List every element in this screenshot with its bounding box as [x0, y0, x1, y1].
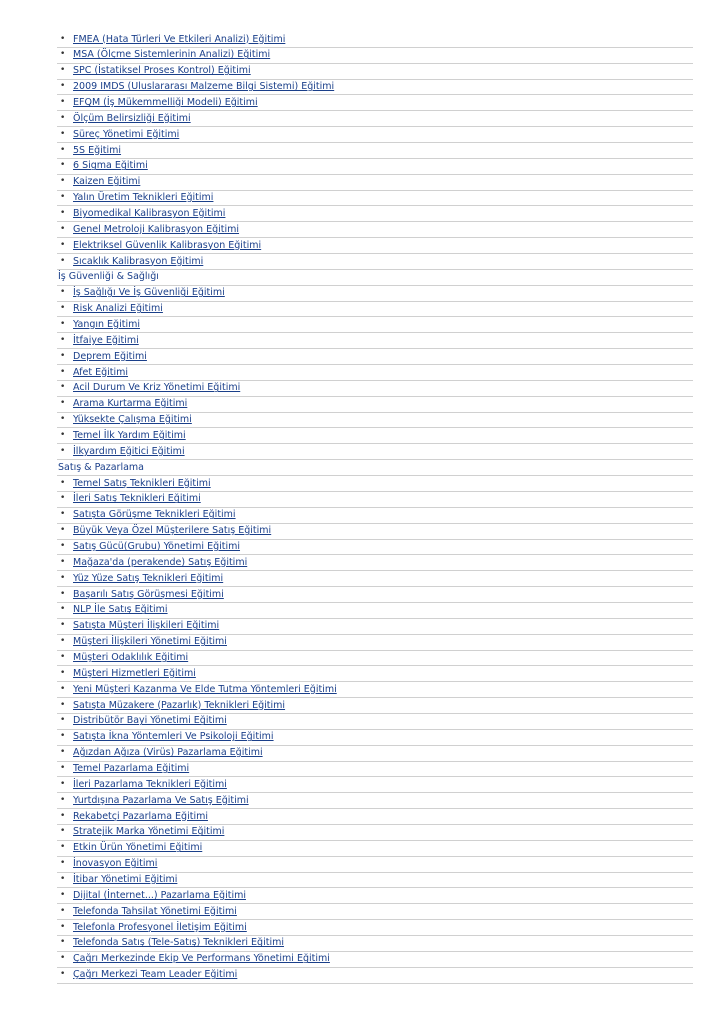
bullet-icon: •: [60, 33, 66, 44]
list-item: [57, 841, 693, 857]
training-link[interactable]: İtibar Yönetimi Eğitimi: [73, 874, 178, 886]
list-item: [57, 397, 693, 413]
bullet-icon: •: [60, 239, 66, 250]
training-link[interactable]: Biyomedikal Kalibrasyon Eğitimi: [73, 207, 226, 219]
list-item: [57, 777, 693, 793]
training-link[interactable]: FMEA (Hata Türleri Ve Etkileri Analizi) Eğitimi: [73, 33, 286, 45]
bullet-icon: •: [60, 366, 66, 377]
list-item: [57, 333, 693, 349]
training-link[interactable]: 6 Sigma Eğitimi: [73, 160, 148, 172]
bullet-icon: •: [60, 493, 66, 504]
training-link[interactable]: Ağızdan Ağıza (Virüs) Pazarlama Eğitimi: [73, 747, 263, 759]
bullet-icon: •: [60, 778, 66, 789]
training-link[interactable]: Müşteri Odaklılık Eğitimi: [73, 652, 189, 664]
training-list: [57, 32, 693, 984]
bullet-icon: •: [60, 588, 66, 599]
list-item: [57, 762, 693, 778]
training-link[interactable]: Telefonda Satış (Tele-Satış) Teknikleri Eğitimi: [73, 937, 284, 949]
list-item: [57, 317, 693, 333]
training-link[interactable]: Satışta Görüşme Teknikleri Eğitimi: [73, 509, 236, 521]
list-item: [57, 48, 693, 64]
list-item: [57, 698, 693, 714]
list-item: [57, 603, 693, 619]
bullet-icon: •: [60, 937, 66, 948]
training-link[interactable]: Yangın Eğitimi: [73, 318, 140, 330]
training-link[interactable]: Genel Metroloji Kalibrasyon Eğitimi: [73, 223, 240, 235]
training-link[interactable]: İlkyardım Eğitici Eğitimi: [73, 445, 185, 457]
list-item: [57, 619, 693, 635]
list-item: [57, 682, 693, 698]
list-item: [57, 143, 693, 159]
training-link[interactable]: Temel İlk Yardım Eğitimi: [73, 429, 186, 441]
bullet-icon: •: [60, 620, 66, 631]
list-item: [57, 492, 693, 508]
training-link[interactable]: NLP İle Satış Eğitimi: [73, 604, 168, 616]
section-heading: İş Güvenliği & Sağlığı: [57, 270, 693, 286]
list-item: [57, 666, 693, 682]
section-heading: Satış & Pazarlama: [57, 460, 693, 476]
training-link[interactable]: Temel Satış Teknikleri Eğitimi: [73, 477, 211, 489]
bullet-icon: •: [60, 429, 66, 440]
bullet-icon: •: [60, 49, 66, 60]
training-link[interactable]: Müşteri İlişkileri Yönetimi Eğitimi: [73, 636, 227, 648]
training-link[interactable]: Satışta Müzakere (Pazarlık) Teknikleri Eğitimi: [73, 699, 286, 711]
bullet-icon: •: [60, 303, 66, 314]
training-link[interactable]: Yüz Yüze Satış Teknikleri Eğitimi: [73, 572, 224, 584]
training-link[interactable]: Yalın Üretim Teknikleri Eğitimi: [73, 192, 214, 204]
training-link[interactable]: SPC (İstatiksel Proses Kontrol) Eğitimi: [73, 65, 251, 77]
training-link[interactable]: Sıcaklık Kalibrasyon Eğitimi: [73, 255, 204, 267]
list-item: [57, 904, 693, 920]
training-link[interactable]: Distribütör Bayi Yönetimi Eğitimi: [73, 715, 227, 727]
training-link[interactable]: Telefonla Profesyonel İletişim Eğitimi: [73, 921, 247, 933]
training-link[interactable]: MSA (Ölçme Sistemlerinin Analizi) Eğitimi: [73, 49, 271, 61]
bullet-icon: •: [60, 509, 66, 520]
bullet-icon: •: [60, 334, 66, 345]
training-link[interactable]: Arama Kurtarma Eğitimi: [73, 398, 188, 410]
bullet-icon: •: [60, 160, 66, 171]
training-link[interactable]: Dijital (İnternet...) Pazarlama Eğitimi: [73, 889, 246, 901]
bullet-icon: •: [60, 858, 66, 869]
list-item: [57, 175, 693, 191]
list-item: [57, 508, 693, 524]
bullet-icon: •: [60, 794, 66, 805]
training-link[interactable]: Stratejik Marka Yönetimi Eğitimi: [73, 826, 225, 838]
training-link[interactable]: İş Sağlığı Ve İş Güvenliği Eğitimi: [73, 287, 225, 299]
bullet-icon: •: [60, 604, 66, 615]
bullet-icon: •: [60, 636, 66, 647]
training-link[interactable]: Risk Analizi Eğitimi: [73, 303, 163, 315]
bullet-icon: •: [60, 350, 66, 361]
training-link[interactable]: Satışta İkna Yöntemleri Ve Psikoloji Eğitimi: [73, 731, 274, 743]
list-item: [57, 365, 693, 381]
bullet-icon: •: [60, 715, 66, 726]
list-item: [57, 952, 693, 968]
list-item: [57, 206, 693, 222]
bullet-icon: •: [60, 287, 66, 298]
list-item: [57, 968, 693, 984]
list-item: [57, 476, 693, 492]
list-item: [57, 159, 693, 175]
training-link[interactable]: Satışta Müşteri İlişkileri Eğitimi: [73, 620, 220, 632]
training-link[interactable]: Süreç Yönetimi Eğitimi: [73, 128, 180, 140]
list-item: [57, 444, 693, 460]
list-item: [57, 555, 693, 571]
training-link[interactable]: EFQM (İş Mükemmelliği Modeli) Eğitimi: [73, 96, 258, 108]
bullet-icon: •: [60, 652, 66, 663]
training-link[interactable]: Deprem Eğitimi: [73, 350, 147, 362]
bullet-icon: •: [60, 842, 66, 853]
bullet-icon: •: [60, 731, 66, 742]
bullet-icon: •: [60, 556, 66, 567]
list-item: [57, 413, 693, 429]
training-link[interactable]: İleri Satış Teknikleri Eğitimi: [73, 493, 201, 505]
list-item: [57, 191, 693, 207]
training-link[interactable]: Ölçüm Belirsizliği Eğitimi: [73, 112, 191, 124]
list-item: [57, 349, 693, 365]
bullet-icon: •: [60, 414, 66, 425]
bullet-icon: •: [60, 969, 66, 980]
training-link[interactable]: İtfaiye Eğitimi: [73, 334, 139, 346]
bullet-icon: •: [60, 747, 66, 758]
list-item: [57, 32, 693, 48]
bullet-icon: •: [60, 255, 66, 266]
list-item: [57, 111, 693, 127]
bullet-icon: •: [60, 445, 66, 456]
bullet-icon: •: [60, 921, 66, 932]
training-link[interactable]: 2009 IMDS (Uluslararası Malzeme Bilgi Sistemi) Eğitimi: [73, 81, 335, 93]
training-link[interactable]: Rekabetçi Pazarlama Eğitimi: [73, 810, 208, 822]
list-item: [57, 920, 693, 936]
bullet-icon: •: [60, 810, 66, 821]
bullet-icon: •: [60, 112, 66, 123]
bullet-icon: •: [60, 953, 66, 964]
training-link[interactable]: İleri Pazarlama Teknikleri Eğitimi: [73, 778, 227, 790]
list-item: [57, 524, 693, 540]
list-item: [57, 730, 693, 746]
bullet-icon: •: [60, 81, 66, 92]
training-link[interactable]: Çağrı Merkezi Team Leader Eğitimi: [73, 969, 238, 981]
bullet-icon: •: [60, 176, 66, 187]
list-item: [57, 809, 693, 825]
list-item: [57, 80, 693, 96]
training-link[interactable]: Etkin Ürün Yönetimi Eğitimi: [73, 842, 203, 854]
training-link[interactable]: İnovasyon Eğitimi: [73, 858, 158, 870]
training-link[interactable]: Temel Pazarlama Eğitimi: [73, 763, 190, 775]
list-item: [57, 254, 693, 270]
training-link[interactable]: Telefonda Tahsilat Yönetimi Eğitimi: [73, 905, 237, 917]
list-item: [57, 302, 693, 318]
training-link[interactable]: Yurtdışına Pazarlama Ve Satış Eğitimi: [73, 794, 249, 806]
list-item: [57, 286, 693, 302]
bullet-icon: •: [60, 192, 66, 203]
list-item: [57, 793, 693, 809]
bullet-icon: •: [60, 763, 66, 774]
bullet-icon: •: [60, 128, 66, 139]
bullet-icon: •: [60, 874, 66, 885]
bullet-icon: •: [60, 541, 66, 551]
training-link[interactable]: Çağrı Merkezinde Ekip Ve Performans Yönetimi Eğitimi: [73, 953, 330, 965]
bullet-icon: •: [60, 382, 66, 393]
bullet-icon: •: [60, 826, 66, 837]
bullet-icon: •: [60, 889, 66, 900]
bullet-icon: •: [60, 398, 66, 409]
bullet-icon: •: [60, 96, 66, 107]
bullet-icon: •: [60, 525, 66, 536]
training-link[interactable]: Yeni Müşteri Kazanma Ve Elde Tutma Yöntemleri Eğitimi: [73, 683, 337, 695]
training-link[interactable]: 5S Eğitimi: [73, 144, 122, 156]
bullet-icon: •: [60, 223, 66, 234]
list-item: [57, 428, 693, 444]
bullet-icon: •: [60, 318, 66, 329]
list-item: [57, 873, 693, 889]
training-link[interactable]: Yüksekte Çalışma Eğitimi: [73, 414, 192, 426]
training-link[interactable]: Başarılı Satış Görüşmesi Eğitimi: [73, 588, 224, 600]
list-item: [57, 888, 693, 904]
list-item: [57, 127, 693, 143]
training-link[interactable]: Elektriksel Güvenlik Kalibrasyon Eğitimi: [73, 239, 262, 251]
list-item: [57, 746, 693, 762]
list-item: [57, 64, 693, 80]
list-item: [57, 936, 693, 952]
training-link[interactable]: Müşteri Hizmetleri Eğitimi: [73, 667, 196, 679]
bullet-icon: •: [60, 905, 66, 916]
bullet-icon: •: [60, 144, 66, 155]
list-item: [57, 651, 693, 667]
list-item: [57, 381, 693, 397]
list-item: [57, 635, 693, 651]
bullet-icon: •: [60, 667, 66, 678]
bullet-icon: •: [60, 683, 66, 694]
list-item: [57, 825, 693, 841]
list-item: [57, 714, 693, 730]
list-item: [57, 857, 693, 873]
list-item: [57, 238, 693, 254]
list-item: [57, 540, 693, 556]
list-item: [57, 222, 693, 238]
training-link[interactable]: Büyük Veya Özel Müşterilere Satış Eğitimi: [73, 525, 272, 537]
list-item: [57, 587, 693, 603]
list-item: [57, 571, 693, 587]
training-link[interactable]: Afet Eğitimi: [73, 366, 129, 378]
training-link[interactable]: Acil Durum Ve Kriz Yönetimi Eğitimi: [73, 382, 241, 394]
bullet-icon: •: [60, 207, 66, 218]
bullet-icon: •: [60, 477, 66, 488]
training-link[interactable]: Mağaza'da (perakende) Satış Eğitimi: [73, 556, 248, 568]
bullet-icon: •: [60, 65, 66, 76]
training-link[interactable]: Kaizen Eğitimi: [73, 176, 141, 188]
bullet-icon: •: [60, 699, 66, 710]
bullet-icon: •: [60, 572, 66, 583]
list-item: [57, 95, 693, 111]
training-link[interactable]: Satış Gücü(Grubu) Yönetimi Eğitimi: [73, 541, 241, 552]
